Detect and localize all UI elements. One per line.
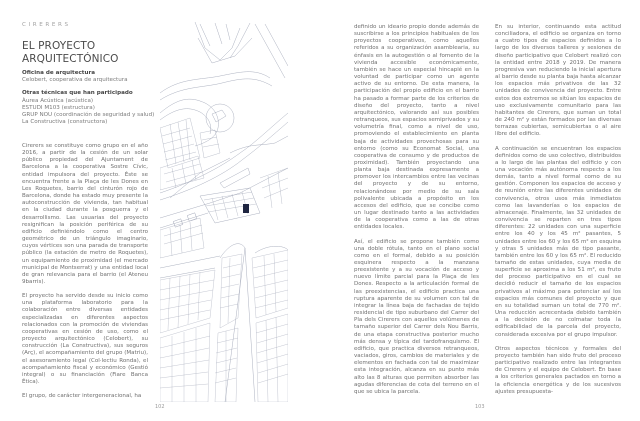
credits-group-office	[22, 70, 162, 84]
credits-block	[22, 70, 162, 132]
credits-heading: Oficina de arquitectura	[22, 70, 95, 76]
paragraph: definido un ideario propio donde además de suscribirse a los principios habituales de los proyectos cooperativos, como aquellos referidos a su organización asamblearia, su énfasis en la autogestión o al fomento de la vivienda accesible económicamente, también se hace un especial hincapié en la voluntad de participar como un agente activo de su entorno. De esta manera, la participación del propio edificio en el barrio ha pasado a formar parte de los criterios de diseño del proyecto, tanto a nivel arquitectónico, valorando así sus posibles retranqueos, sus espacios semiprivados y su volumetría final, como a nivel de uso, promoviendo el establecimiento en planta baja de actividades provechosas para su entorno (como su Economat Social, una cooperativa de consumo y de productos de proximidad). También proyectando una planta baja destinada expresamente a promover los intercambios entre las vecinas del proyecto y de su entorno, relacionándose por medio de su sala polivalente ubicada a propósito en los accesos del edificio, que se concibe como un lugar destinado tanto a las actividades de la cooperativa como a las de otras entidades locales.	[354, 24, 479, 231]
credits-line: Celobert, cooperativa de arquitectura	[22, 77, 128, 84]
paragraph: A continuación se encuentran los espacios definidos como de uso colectivo, distribuidos a lo largo de las plantas del edificio y con una vocación más autónoma respecto a los demás, tanto a nivel formal como de su gestión. Componen los espacios de acceso y de reunión entre las diferentes unidades de convivencia, otros usos más inmediatos como las lavanderías o los espacios de almacenaje. Finalmente, las 32 unidades de convivencia se reparten en tres tipos diferentes: 22 unidades con una superficie entre los 40 y los 45 m² pasantes, 5 unidades entre los 60 y los 65 m² en esquina y otras 5 unidades más de tipo pasante, también entre los 60 y los 65 m². El reducido tamaño de estas unidades, cuya media de superficie se aproxima a los 51 m², es fruto del proceso participativo en el cual se decidió reducir el tamaño de los espacios privativos al máximo para potenciar así los espacios más comunes del proyecto y que en su totalidad suman un total de 770 m². Una reducción acrecentada debido también a la decisión de no colmatar toda la edificabilidad de la parcela del proyecto, considerada excesiva por el grupo impulsor.	[495, 145, 621, 338]
page-number-right: 103	[475, 404, 485, 410]
paragraph: El grupo, de carácter intergeneracional, ha	[22, 393, 142, 400]
paragraph: Otros aspectos técnicos y formales del proyecto también han sido fruto del proceso participativo realizado entre las integrantes de Cirerers y el equipo de Celobert. En base a los criterios generales pactados en torno a la eficiencia energética y de los sucesivos ajustes presupuesta-	[495, 345, 621, 395]
credits-heading: Otras técnicas que han participado	[22, 90, 133, 97]
paragraph: Cirerers se constituye como grupo en el año 2016, a partir de la cesión de un solar público propiedad del Ajuntament de Barcelona a la cooperativa Sostre Cívic, entidad impulsora del proyecto. Éste se encuentra frente a la Plaça de les Dones en Les Roquetes, barrio del cinturón rojo de Barcelona, donde ha estado muy presente la autoconstrucción de vivienda, tan habitual en la ciudad durante la posguerra y el desarrollismo. Las usuarias del proyecto resignifican la posición periférica de su edificio definiéndolo como el centro geométrico de un triángulo imaginario, cuyos vértices son una parada de transporte público (la estación de metro de Roquetes), un equipamiento de proximidad (el mercado municipal de Montserrat) y una entidad local de gran relevancia para el barrio (el Ateneu 9barris).	[22, 143, 148, 285]
credits-line: GRUP NOU (coordinación de seguridad y salud)	[22, 112, 155, 119]
credits-line: Àurea Acústica (acústica)	[22, 97, 94, 104]
paragraph: Así, el edificio se propone también como una doble rótula, tanto en el plano social como en el formal, debido a su posición esquinera respecto a la manzana preexistente y a su vocación de acceso y nuevo límite parcial para la Plaça de les Dones. Respecto a la articulación formal de las preexistencias, el edificio practica una ruptura aparente de su volumen con tal de integrar la línea baja de fachadas de tejido residencial de tipo suburbano del Carrer del Pla dels Cirerers con aquellos volúmenes de tamaño superior del Carrer dels Nou Barris, de una etapa constructiva posterior mucho más densa y típica del tardofranquismo. El edificio, que practica diversos retranqueos, vaciados, giros, cambios de materiales y de elementos en fachada con tal de maximizar esta integración, alcanza en su punto más alto las 8 alturas que permiten absorber las agudas diferencias de cota del terreno en el que se ubica la parcela.	[354, 238, 479, 395]
right-text-column-a	[354, 24, 479, 403]
credits-line: La Constructiva (constructora)	[22, 119, 108, 126]
page-number-left: 102	[155, 404, 165, 410]
credits-line: ESTUDI M103 (estructura)	[22, 104, 95, 111]
paragraph: El proyecto ha servido desde su inicio como una plataforma laboratorio para la colaboración entre diversas entidades especializadas en diferentes aspectos relacionados con la promoción de viviendas cooperativas en cesión de uso, como el proyecto arquitectónico (Celobert), su construcción (La Constructiva), sus seguros (Arç), el acompañamiento del grupo (Matriu), el asesoramiento legal (Col·lectiu Ronda), el acompañamiento fiscal y económico (Gestió integral) o su financiación (Fiare Banca Ética).	[22, 293, 148, 385]
map-icon	[160, 18, 288, 402]
site-plan-map	[160, 18, 288, 402]
credits-group-technicians	[22, 90, 162, 126]
right-text-column-b	[495, 24, 621, 403]
left-text-column	[22, 143, 148, 407]
paragraph: En su interior, continuando esta actitud conciliadora, el edificio se organiza en torno a cuatro tipos de espacios definidos a lo largo de los diversos talleres y sesiones de diseño participativo que Celobert realizó con la entidad entre 2018 y 2019. De manera progresiva van reduciendo la inicial apertura al barrio desde su planta baja hasta alcanzar los espacios más privativos de las 32 unidades de convivencia del proyecto. Entre estos dos extremos se sitúan los espacios de uso exclusivamente comunitario para las habitantes de Cirerers, que suman un total de 240 m² y están formados por las diversas terrazas cubiertas, semicubiertas o al aire libre del edificio.	[495, 24, 621, 138]
page-title: EL PROYECTO ARQUITECTÓNICO	[22, 40, 119, 65]
section-kicker: CIRERERS	[22, 22, 71, 28]
